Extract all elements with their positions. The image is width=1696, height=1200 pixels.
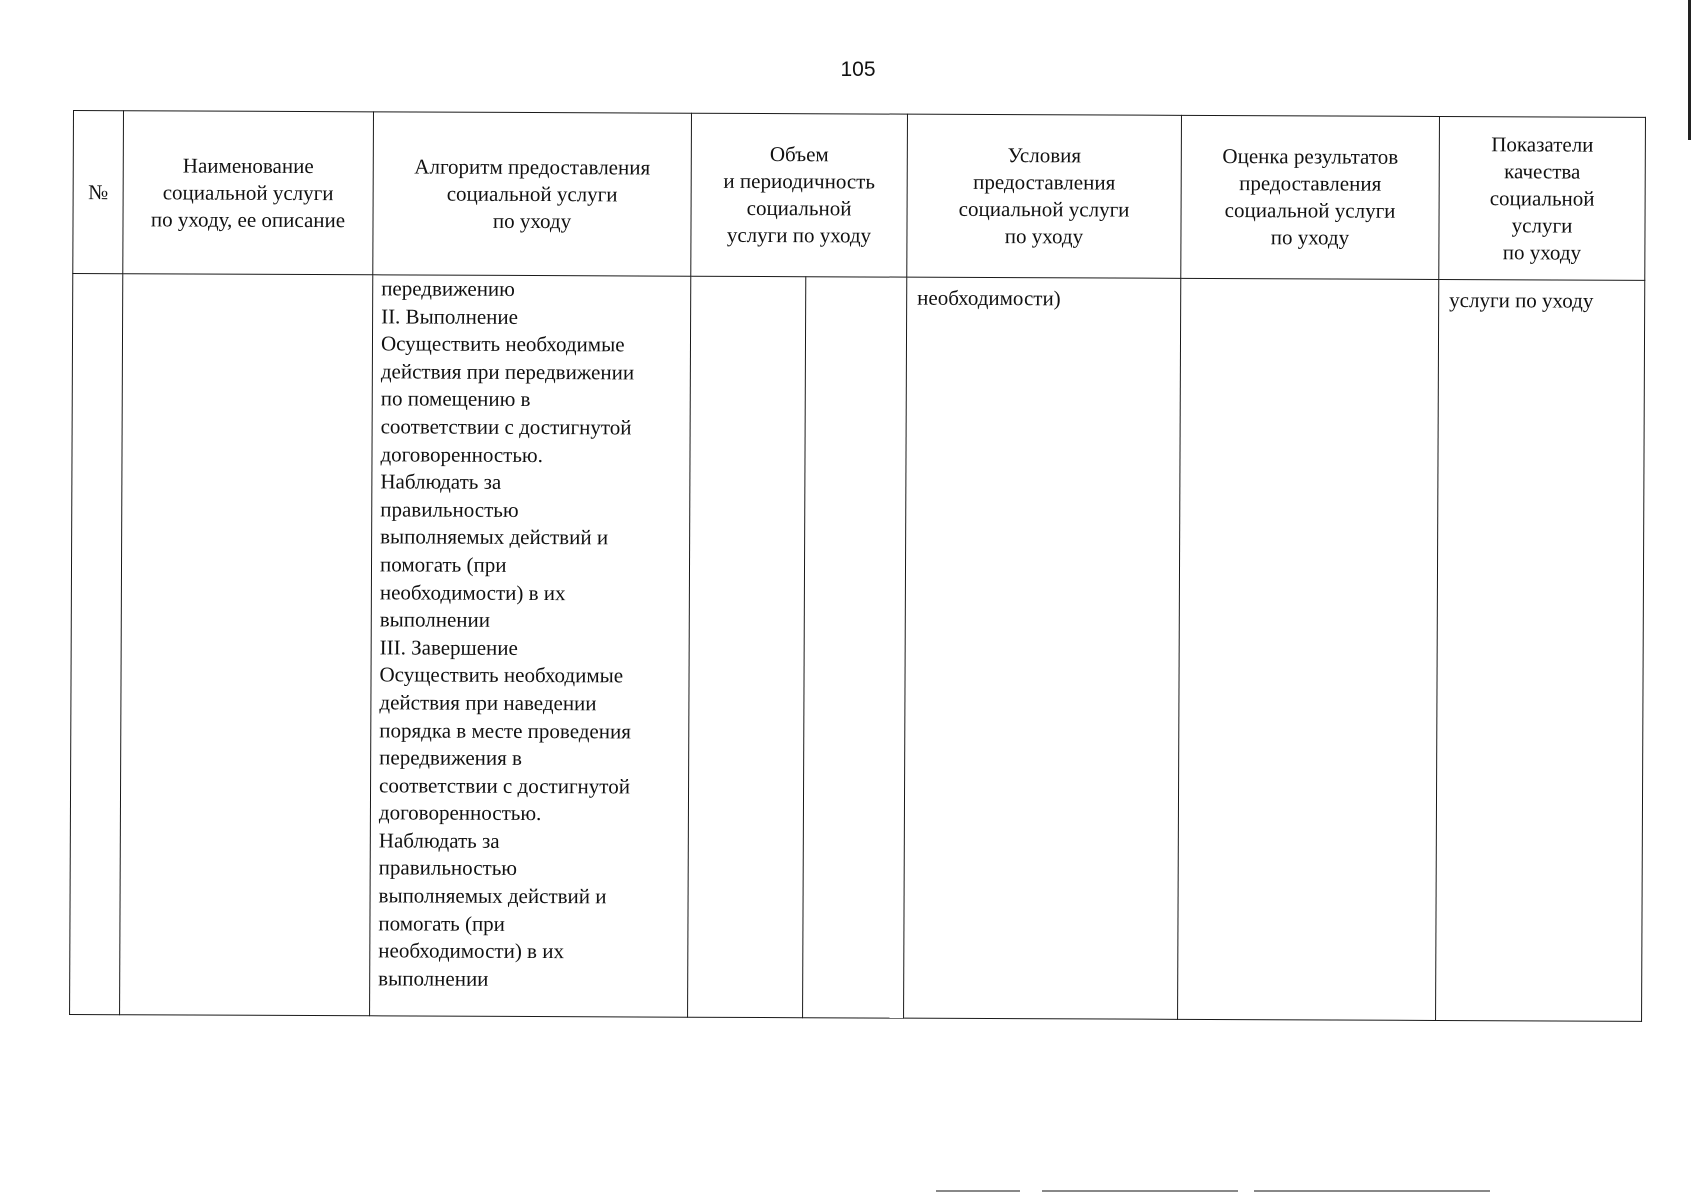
- cell-volume: [688, 276, 806, 1017]
- header-conditions: Условия предоставления социальной услуги по уходу: [907, 114, 1182, 278]
- cell-number: [70, 274, 123, 1015]
- footer-rule-2: [1042, 1190, 1238, 1192]
- cell-quality: услуги по уходу: [1436, 279, 1645, 1021]
- header-quality: Показатели качества социальной услуги по уходу: [1439, 116, 1646, 280]
- cell-algorithm: передвижению II. Выполнение Осуществить необходимые действия при передвижении по помещению в соответствии с достигнутой договоренностью. Наблюдать за правильностью выполняемых действий и помогать (при необходимости) в их выполнении III. Завершение Осуществить необходимые действия при наведении порядка в месте проведения передвижения в соответствии с достигнутой договоренностью. Наблюдать за правильностью выполняемых действий и помогать (при необходимости) в их выполнении: [370, 275, 691, 1017]
- header-number: №: [73, 111, 124, 274]
- footer-rule-1: [936, 1190, 1020, 1192]
- scan-edge-line: [1688, 0, 1691, 140]
- page-number: 105: [840, 58, 876, 81]
- header-evaluation: Оценка результатов предоставления социальной услуги по уходу: [1181, 115, 1440, 279]
- header-service-name: Наименование социальной услуги по уходу, ее описание: [123, 111, 374, 275]
- cell-periodicity: [803, 277, 907, 1018]
- cell-evaluation: [1178, 278, 1439, 1020]
- header-volume-periodicity: Объем и периодичность социальной услуги по уходу: [691, 113, 908, 277]
- header-algorithm: Алгоритм предоставления социальной услуги по уходу: [373, 112, 692, 276]
- footer-rule-3: [1254, 1190, 1490, 1192]
- table-row: [70, 274, 1645, 1022]
- table-header-row: [73, 111, 1646, 281]
- cell-service-name: [120, 274, 373, 1016]
- cell-conditions: необходимости): [904, 277, 1181, 1019]
- social-services-table: [69, 110, 1646, 1022]
